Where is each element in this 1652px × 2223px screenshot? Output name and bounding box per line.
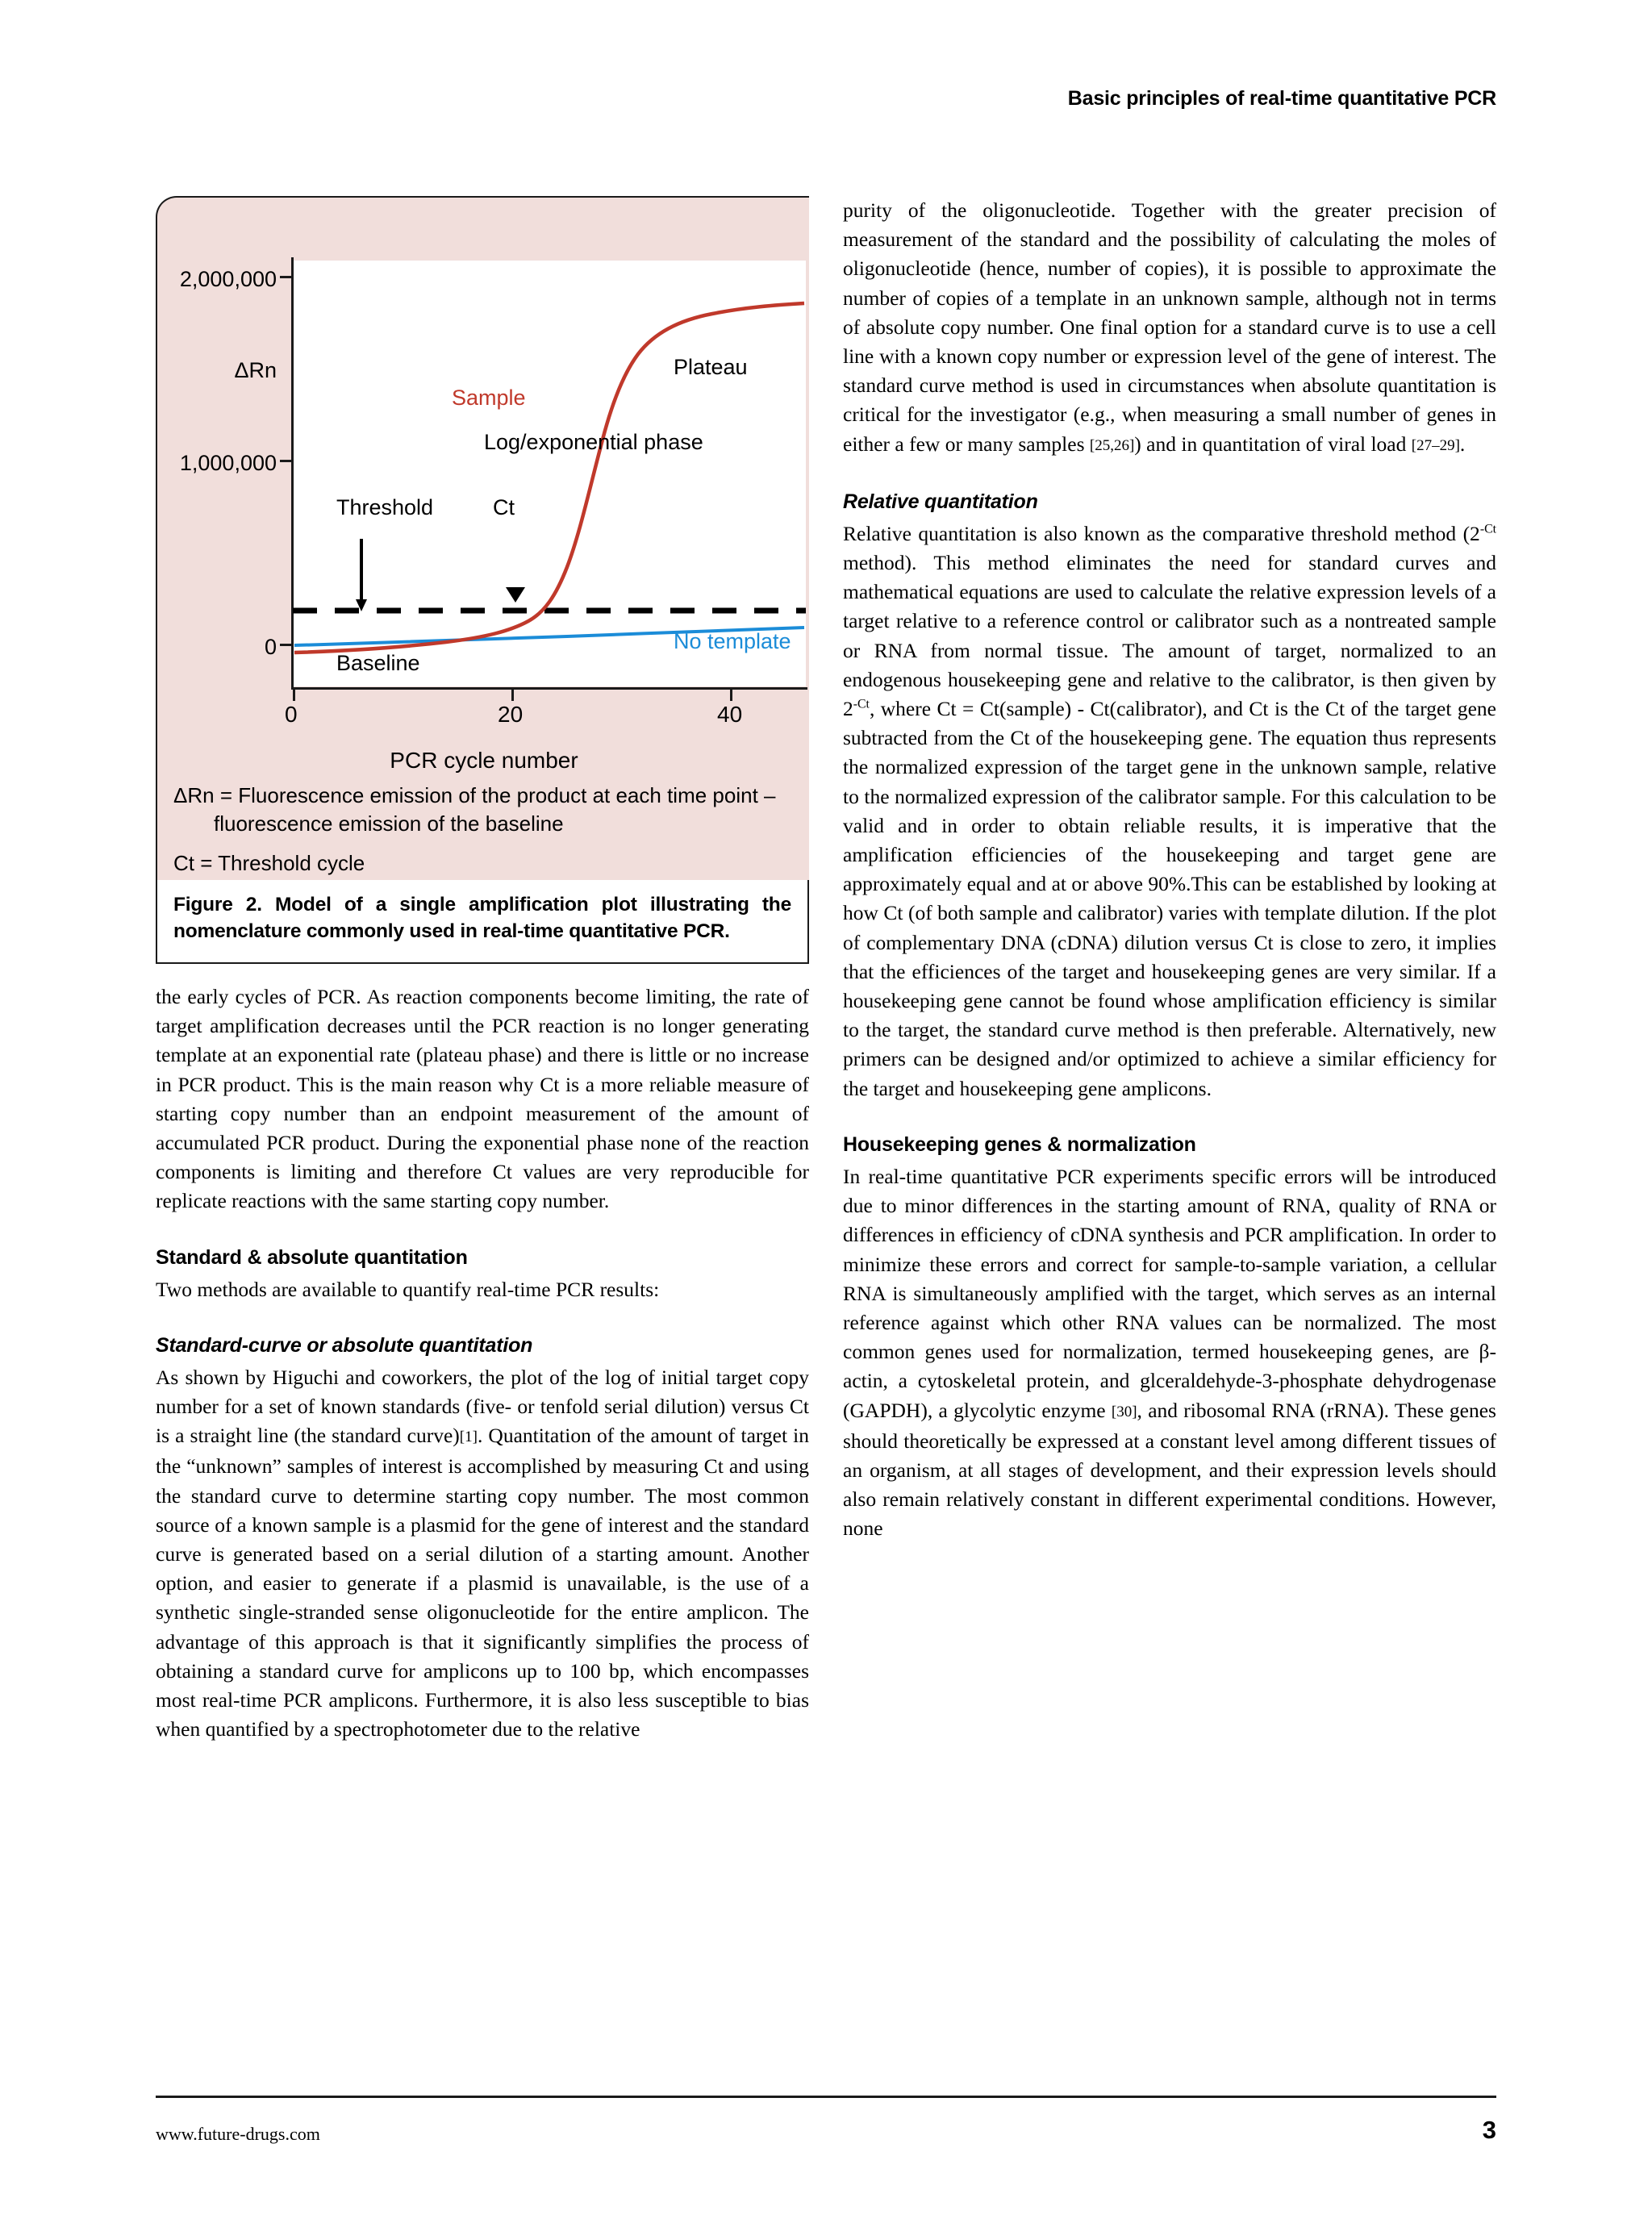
- y-tick-label-1000000: 1,000,000: [179, 451, 277, 475]
- superscript-minus-ct: -Ct: [1479, 522, 1496, 536]
- x-tick-label-0: 0: [285, 702, 298, 727]
- paragraph: [843, 519, 1496, 1103]
- annotation-baseline: Baseline: [336, 651, 420, 675]
- paragraph-text: .: [1459, 432, 1466, 456]
- right-column: [843, 196, 1496, 1544]
- citation-ref[interactable]: [30]: [1111, 1403, 1137, 1420]
- paragraph-text: method). This method eliminates the need for standard curves and mathematical equations are used to calculate the relative expression levels of a target relative to a reference control or calibrator such as a nontreated sample or RNA from normal tissue. The amount of target, normalized to an endogenous housekeeping gene and relative to the calibrator, is then given by 2: [843, 551, 1496, 721]
- figure-legend-line-3: Ct = Threshold cycle: [173, 851, 365, 875]
- paragraph-text: In real-time quantitative PCR experiments specific errors will be introduced due to minor differences in the starting amount of RNA, quality of RNA or differences in efficiency of cDNA synthesis and PCR amplification. In order to minimize these errors and correct for sample-to-sample variation, a cellular RNA is simultaneously amplified with the target, which serves as an internal reference against which other RNA values can be normalized. The most common genes used for normalization, termed housekeeping genes, are β-actin, a cytoskeletal protein, and glceraldehyde-3-phosphate dehydrogenase (GAPDH), a glycolytic enzyme: [843, 1164, 1496, 1422]
- heading-standard-absolute-quantitation: Standard & absolute quantitation: [156, 1245, 468, 1269]
- paragraph-text: . Quantitation of the amount of target in the “unknown” samples of interest is accomplished by measuring Ct and using the standard curve to determine starting copy number. The most common source of a known sample is a plasmid for the gene of interest and the standard curve is generated based on a serial dilution of a starting amount. Another option, and easier to generate if a plasmid is unavailable, is the use of a synthetic single-stranded sense oligonucleotide for the entire amplicon. The advantage of this approach is that it significantly simplifies the process of obtaining a standard curve for amplicons up to 100 bp, which encompasses most real-time PCR amplicons. Furthermore, it is also less susceptible to bias when quantified by a spectrophotometer due to the relative: [156, 1424, 809, 1741]
- annotation-plateau: Plateau: [674, 355, 748, 379]
- paragraph-text: As shown by Higuchi and coworkers, the plot of the log of initial target copy number for a set of known standards (five- or tenfold serial dilution) versus Ct is a straight line (the standard curve): [156, 1365, 809, 1448]
- y-tick-1000000: [280, 460, 294, 462]
- heading-relative-quantitation: Relative quantitation: [843, 490, 1038, 513]
- paragraph: [156, 1363, 809, 1745]
- paragraph-text: , where Ct = Ct(sample) - Ct(calibrator), and Ct is the Ct of the target gene subtracted from the Ct of the housekeeping gene. The equation thus represents the normalized expression of the target gene in the unknown sample, relative to the normalized expression of the calibrator sample. For this calculation to be valid and in order to obtain reliable results, it is imperative that the amplification efficiencies of the housekeeping and target gene are approximately equal and at or above 90%.This can be established by looking at how Ct (of both sample and calibrator) varies with template dilution. If the plot of complementary DNA (cDNA) dilution versus Ct is close to zero, it implies that the efficiences of the target and housekeeping genes are very similar. If a housekeeping gene cannot be found whose amplification efficiency is similar to the target, the standard curve method is then preferable. Alternatively, new primers can be designed and/or optimized to achieve a similar efficiency for the target and housekeeping gene amplicons.: [843, 697, 1496, 1100]
- left-column-text: [156, 982, 809, 1744]
- y-tick-2000000: [280, 276, 294, 278]
- running-head: Basic principles of real-time quantitative PCR: [1067, 87, 1496, 110]
- footer-url[interactable]: www.future-drugs.com: [156, 2124, 320, 2144]
- paragraph-text: purity of the oligonucleotide. Together with the greater precision of measurement of the standard and the possibility of calculating the moles of oligonucleotide (hence, number of copies), it is possible to approximate the number of copies of a template in an unknown sample, although not in terms of absolute copy number. One final option for a standard curve is to use a cell line with a known copy number or expression level of the gene of interest. The standard curve method is used in circumstances when absolute quantitation is critical for the investigator (e.g., when measuring a small number of genes in either a few or many samples: [843, 198, 1496, 456]
- x-tick-label-40: 40: [717, 702, 743, 727]
- paragraph-text: , and ribosomal RNA (rRNA). These genes should theoretically be expressed at a constant level among different tissues of an organism, at all stages of development, and their expression levels should also remain relatively constant in different experimental conditions. However, none: [843, 1398, 1496, 1541]
- paragraph: [843, 196, 1496, 461]
- annotation-sample: Sample: [452, 386, 526, 410]
- paragraph-text: Relative quantitation is also known as the comparative threshold method (2: [843, 521, 1480, 545]
- annotation-log-exponential-phase: Log/exponential phase: [484, 430, 703, 454]
- figure-2: [156, 196, 809, 964]
- annotation-no-template: No template: [674, 629, 791, 653]
- paragraph: [843, 1162, 1496, 1544]
- x-axis-title: PCR cycle number: [390, 748, 578, 773]
- heading-housekeeping-genes-normalization: Housekeeping genes & normalization: [843, 1132, 1196, 1156]
- citation-ref[interactable]: [25,26]: [1089, 436, 1135, 454]
- citation-ref[interactable]: [27–29]: [1411, 436, 1460, 454]
- paragraph-text: ) and in quantitation of viral load: [1134, 432, 1407, 456]
- y-axis-title: ΔRn: [234, 358, 277, 382]
- y-tick-label-2000000: 2,000,000: [179, 267, 277, 291]
- heading-standard-curve-or-absolute-quantitation: Standard-curve or absolute quantitation: [156, 1333, 533, 1357]
- citation-ref[interactable]: [1]: [459, 1428, 478, 1446]
- x-tick-0: [293, 689, 295, 701]
- page-number: 3: [1482, 2116, 1496, 2144]
- figure-legend-line-1: ΔRn = Fluorescence emission of the product at each time point –: [173, 783, 776, 807]
- page-body: [156, 196, 1496, 2035]
- footer-divider: [156, 2096, 1496, 2098]
- superscript-minus-ct: -Ct: [853, 697, 870, 711]
- x-tick-label-20: 20: [498, 702, 524, 727]
- ct-marker-icon: [506, 587, 525, 603]
- paragraph: Two methods are available to quantify real-time PCR results:: [156, 1277, 660, 1301]
- annotation-threshold: Threshold: [336, 495, 434, 519]
- annotation-ct: Ct: [493, 495, 515, 519]
- x-tick-20: [511, 689, 514, 701]
- paragraph: the early cycles of PCR. As reaction components become limiting, the rate of target amplification decreases until the PCR reaction is no longer generating template at an exponential rate (plateau phase) and there is little or no increase in PCR product. This is the main reason why Ct is a more reliable measure of starting copy number than an endpoint measurement of the amount of accumulated PCR product. During the exponential phase none of the reaction components is limiting and therefore Ct values are very reproducible for replicate reactions with the same starting copy number.: [156, 985, 809, 1213]
- figure-panel: [156, 196, 809, 880]
- figure-caption: Figure 2. Model of a single amplification plot illustrating the nomenclature commonly used in real-time quantitative PCR.: [173, 894, 791, 942]
- y-tick-label-0: 0: [264, 635, 277, 659]
- x-tick-40: [730, 689, 732, 701]
- figure-legend-line-2: fluorescence emission of the baseline: [214, 811, 564, 836]
- y-tick-0: [280, 644, 294, 646]
- figure-caption-box: [156, 880, 809, 964]
- amplification-plot-svg: [293, 261, 807, 688]
